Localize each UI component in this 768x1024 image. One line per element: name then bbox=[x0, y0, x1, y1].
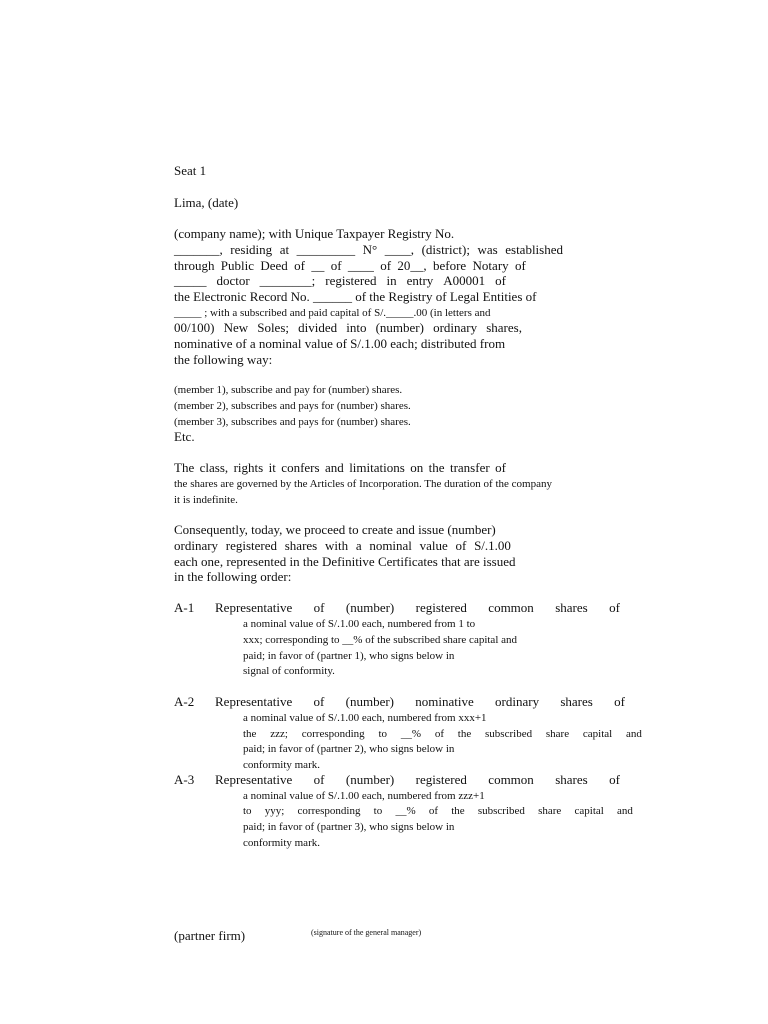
para1-line7: 00/100) New Soles; divided into (number) ordinary shares, bbox=[174, 320, 522, 335]
certificate-a1-line5: signal of conformity. bbox=[243, 665, 335, 677]
certificate-a3-line2: a nominal value of S/.1.00 each, numbered from zzz+1 bbox=[243, 790, 485, 802]
para1-line6: _____ ; with a subscribed and paid capital of S/._____.00 (in letters and bbox=[174, 307, 491, 319]
para1-line5: the Electronic Record No. ______ of the Registry of Legal Entities of bbox=[174, 289, 537, 304]
para1-line1: (company name); with Unique Taxpayer Registry No. bbox=[174, 226, 455, 241]
certificate-code-a2: A-2 bbox=[174, 694, 195, 709]
member-2-line: (member 2), subscribes and pays for (number) shares. bbox=[174, 400, 411, 412]
etc-line: Etc. bbox=[174, 429, 195, 444]
certificate-a2-line1: Representative of (number) nominative ordinary shares of bbox=[215, 694, 625, 709]
certificate-a1-line4: paid; in favor of (partner 1), who signs below in bbox=[243, 650, 455, 662]
certificate-a2-line2: a nominal value of S/.1.00 each, numbered from xxx+1 bbox=[243, 712, 487, 724]
member-3-line: (member 3), subscribes and pays for (number) shares. bbox=[174, 416, 411, 428]
certificate-a2-line4: paid; in favor of (partner 2), who signs below in bbox=[243, 743, 455, 755]
para3-line2: ordinary registered shares with a nominal value of S/.1.00 bbox=[174, 538, 511, 553]
partner-firm-label: (partner firm) bbox=[174, 928, 246, 943]
certificate-a1-line2: a nominal value of S/.1.00 each, numbered from 1 to bbox=[243, 618, 476, 630]
certificate-code-a3: A-3 bbox=[174, 772, 195, 787]
para1-line8: nominative of a nominal value of S/.1.00 each; distributed from bbox=[174, 336, 506, 351]
para2-line2: the shares are governed by the Articles of Incorporation. The duration of the company bbox=[174, 478, 552, 490]
para1-line9: the following way: bbox=[174, 352, 273, 367]
para3-line3: each one, represented in the Definitive Certificates that are issued bbox=[174, 554, 516, 569]
para1-line2: _______, residing at _________ N° ____, (district); was established bbox=[174, 242, 563, 257]
signature-caption: (signature of the general manager) bbox=[311, 928, 422, 937]
certificate-a3-line3: to yyy; corresponding to __% of the subscribed share capital and bbox=[243, 805, 633, 817]
seat-heading: Seat 1 bbox=[174, 163, 207, 178]
certificate-a3-line1: Representative of (number) registered common shares of bbox=[215, 772, 620, 787]
para2-line3: it is indefinite. bbox=[174, 494, 238, 506]
certificate-a1-line1: Representative of (number) registered common shares of bbox=[215, 600, 620, 615]
para2-line1: The class, rights it confers and limitations on the transfer of bbox=[174, 460, 506, 475]
para1-line4: _____ doctor ________; registered in entry A00001 of bbox=[174, 273, 506, 288]
member-1-line: (member 1), subscribe and pay for (number) shares. bbox=[174, 384, 403, 396]
certificate-a2-line5: conformity mark. bbox=[243, 759, 320, 771]
place-date: Lima, (date) bbox=[174, 195, 239, 210]
certificate-a2-line3: the zzz; corresponding to __% of the subscribed share capital and bbox=[243, 728, 642, 740]
certificate-a3-line5: conformity mark. bbox=[243, 837, 320, 849]
para1-line3: through Public Deed of __ of ____ of 20__, before Notary of bbox=[174, 258, 526, 273]
certificate-a3-line4: paid; in favor of (partner 3), who signs below in bbox=[243, 821, 455, 833]
para3-line4: in the following order: bbox=[174, 569, 292, 584]
certificate-a1-line3: xxx; corresponding to __% of the subscribed share capital and bbox=[243, 634, 518, 646]
certificate-code-a1: A-1 bbox=[174, 600, 195, 615]
para3-line1: Consequently, today, we proceed to create and issue (number) bbox=[174, 522, 496, 537]
